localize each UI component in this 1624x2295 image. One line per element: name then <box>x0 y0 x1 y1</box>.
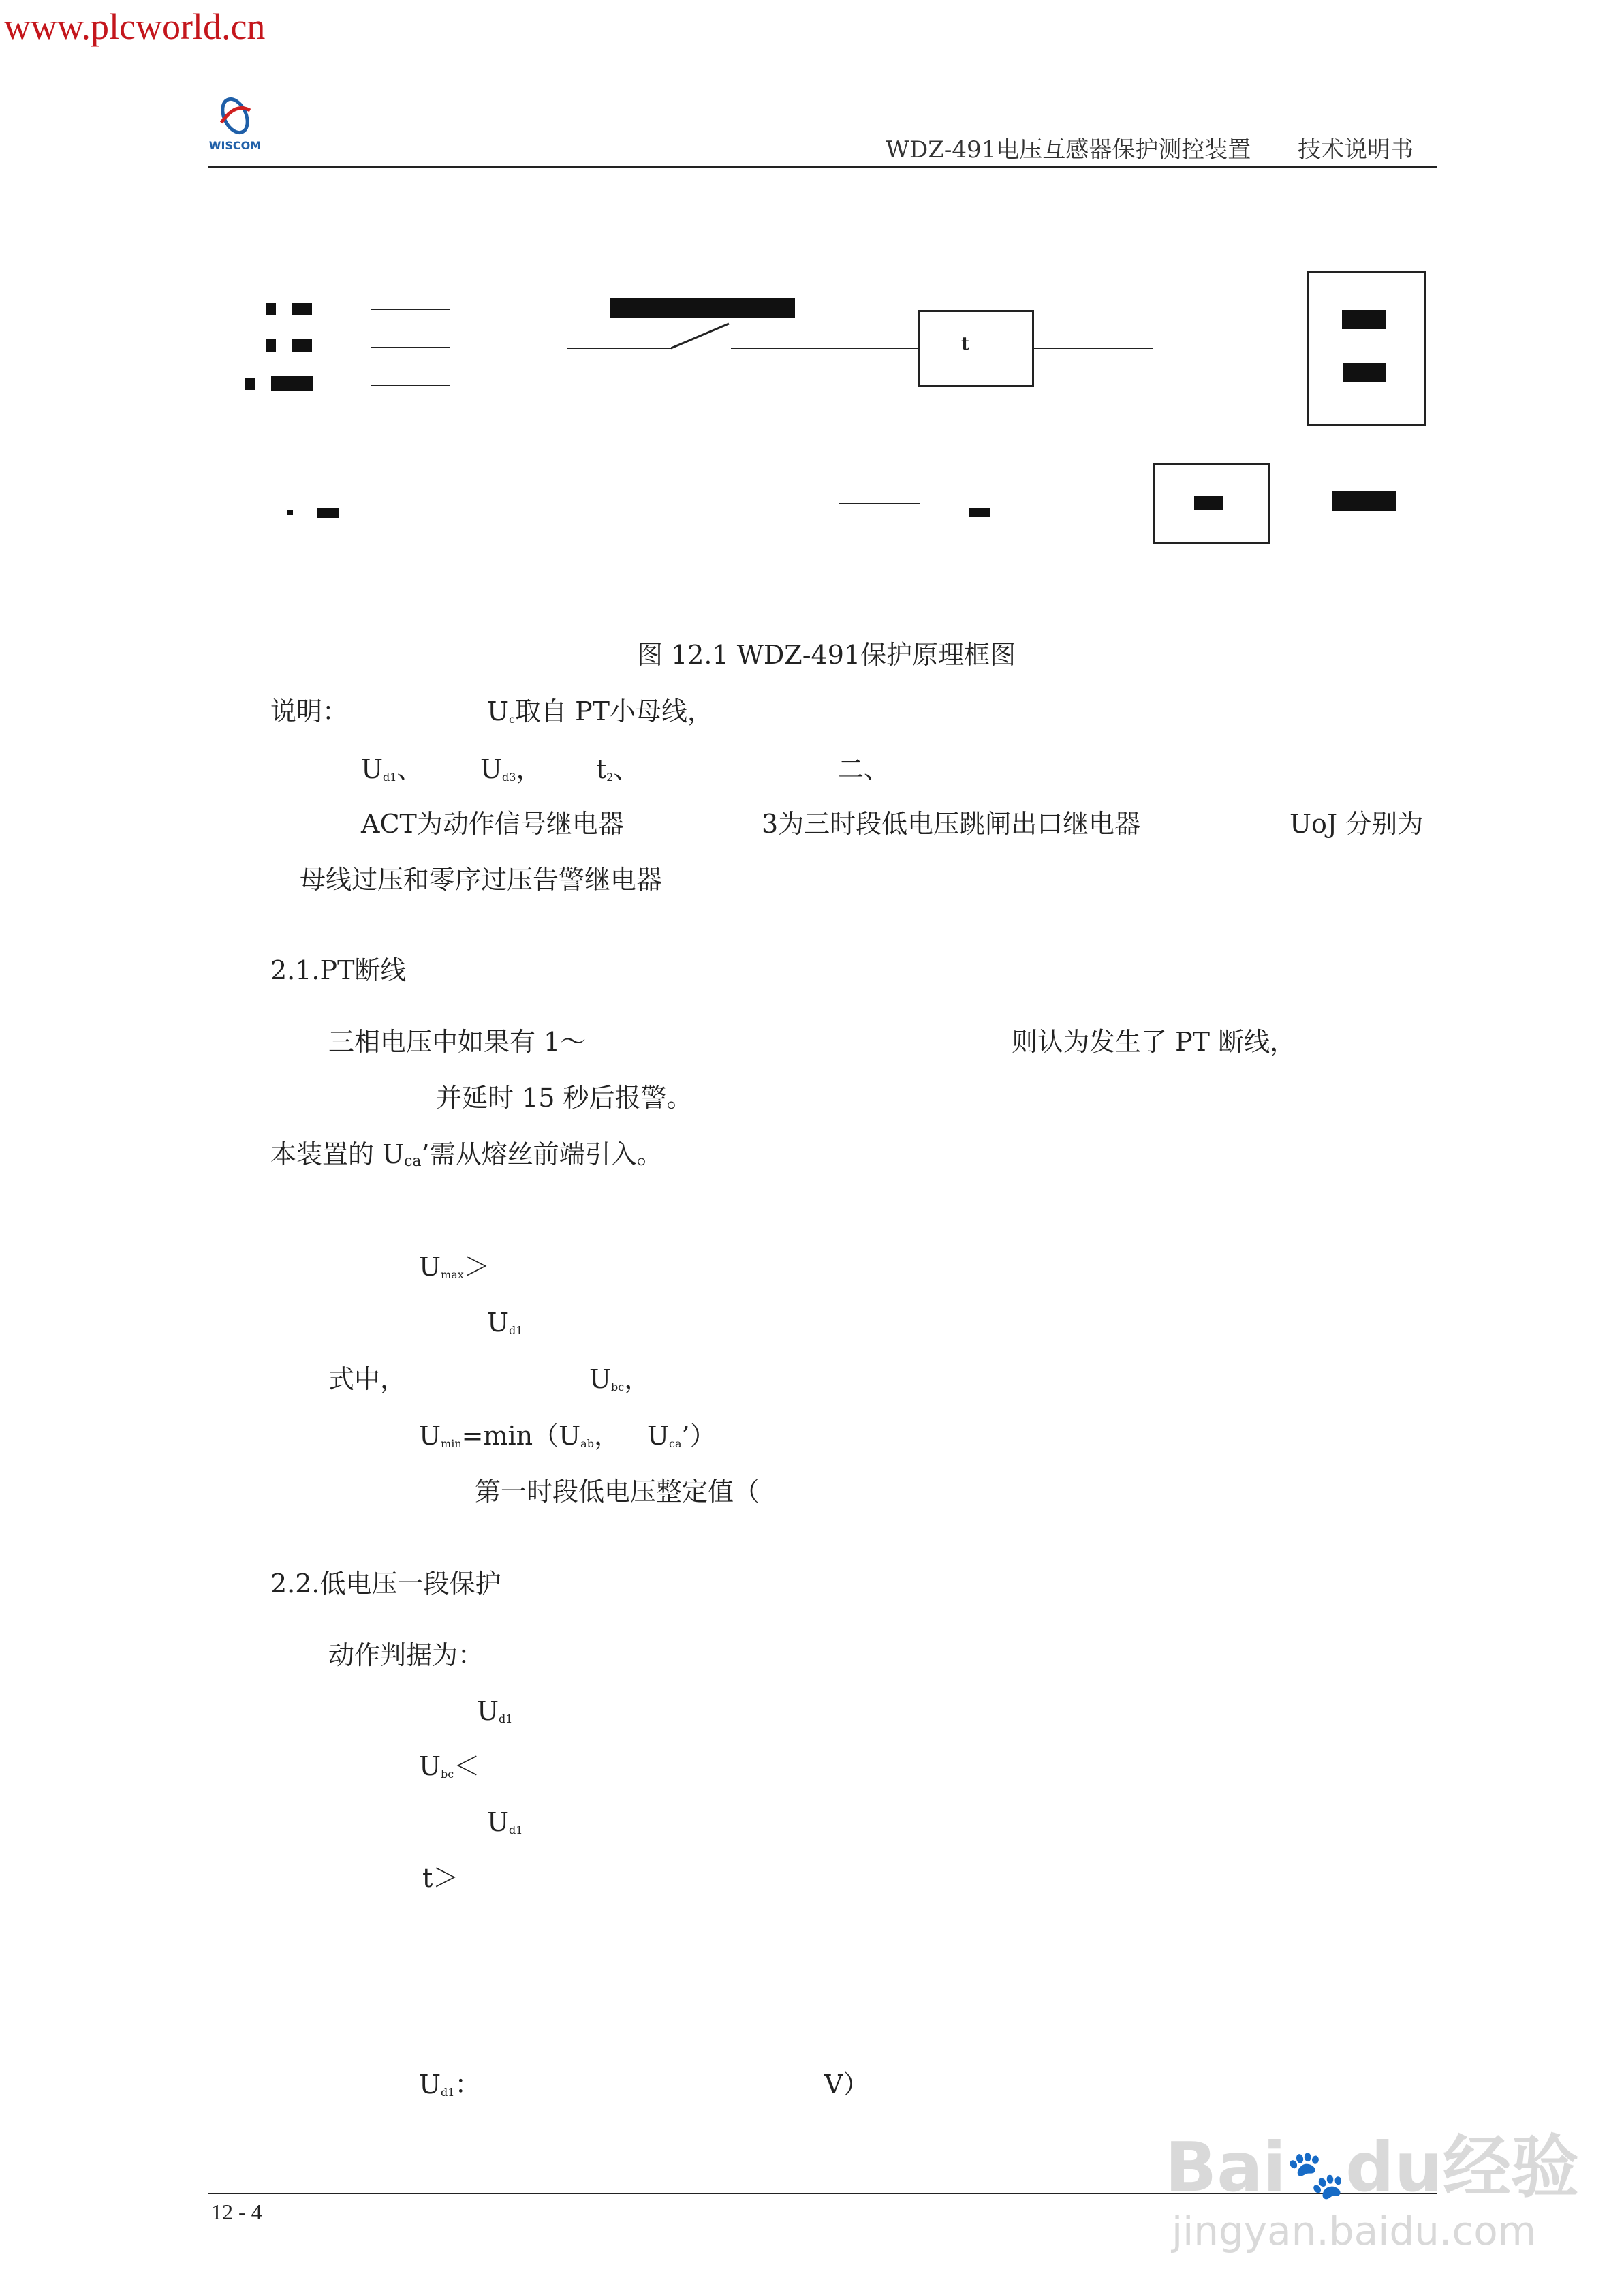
note-ud3: Ud3， <box>480 754 542 784</box>
diagram-label <box>969 508 990 517</box>
input-line <box>371 347 450 348</box>
sec22-criteria: 动作判据为： <box>328 1640 484 1670</box>
timer-box-label: t <box>961 334 970 354</box>
diagram-label <box>266 339 276 352</box>
alarm-box-label <box>1194 496 1223 510</box>
diagram-label <box>245 378 255 390</box>
signal-line <box>839 503 920 504</box>
contact-line <box>567 348 672 349</box>
baidu-url: jingyan.baidu.com <box>1172 2208 1537 2254</box>
diagram-label <box>292 303 312 315</box>
relay-label <box>1343 363 1386 382</box>
act-text-a: ACT为动作信号继电器 <box>361 809 624 839</box>
relay-contact-icon <box>671 320 732 351</box>
note-label: 说明： <box>270 696 349 726</box>
criteria-ud1-def: Ud1： <box>419 2069 481 2099</box>
act-text-b: 3为三时段低电压跳闸出口继电器 <box>762 809 1141 839</box>
criteria-ud1-b: Ud1 <box>487 1807 523 1837</box>
diagram-label <box>271 376 313 391</box>
note-t2: t2、 <box>596 754 640 784</box>
section-2-2-title: 2.2.低电压一段保护 <box>270 1569 501 1599</box>
contact-label <box>610 298 795 318</box>
timer-box <box>918 310 1034 387</box>
sec21-text-d: 本装置的 Uca’需从熔丝前端引入。 <box>270 1139 663 1170</box>
section-2-1-title: 2.1.PT断线 <box>270 955 407 985</box>
contact-line <box>731 348 918 349</box>
criteria-t: t＞ <box>422 1863 459 1893</box>
wiscom-logo <box>208 95 262 157</box>
diagram-label <box>1332 491 1396 511</box>
criteria-ud1: Ud1 <box>477 1696 513 1726</box>
figure-caption: 图 12.1 WDZ-491保护原理框图 <box>637 640 1016 670</box>
relay-label <box>1342 310 1386 329</box>
diagram-label <box>317 508 339 518</box>
formula-umax: Umax＞ <box>419 1252 490 1282</box>
criteria-v: V） <box>824 2069 869 2099</box>
baidu-watermark: Bai🐾du经验 <box>1165 2127 1579 2207</box>
sec21-text-b: 则认为发生了 PT 断线， <box>1012 1027 1296 1057</box>
output-line <box>1034 348 1153 349</box>
logo-text: WISCOM <box>208 139 262 152</box>
sec21-text-a: 三相电压中如果有 1～ <box>328 1027 587 1057</box>
sec21-text-c: 并延时 15 秒后报警。 <box>436 1083 693 1113</box>
note-uc: Uc取自 PT小母线， <box>487 696 713 726</box>
formula-label: 式中， <box>328 1364 407 1394</box>
diagram-label <box>266 303 276 315</box>
criteria-ubc: Ubc＜ <box>419 1751 480 1781</box>
paw-icon: 🐾 <box>1285 2146 1346 2202</box>
diagram-label <box>292 339 312 352</box>
watermark-url: www.plcworld.cn <box>4 6 266 47</box>
header-doc-type: 技术说明书 <box>1298 136 1414 164</box>
note-two: 二、 <box>838 754 890 784</box>
diagram-label <box>287 510 293 515</box>
relay-box <box>1307 271 1426 426</box>
header-rule <box>208 166 1437 168</box>
formula-umin: Umin=min（Uab， <box>419 1421 620 1451</box>
header-title: WDZ-491电压互感器保护测控装置 <box>886 136 1251 164</box>
note-ud1: Ud1、 <box>361 754 423 784</box>
formula-uca: Uca’） <box>647 1421 716 1451</box>
input-line <box>371 385 450 386</box>
page-number: 12 - 4 <box>211 2200 262 2224</box>
wiscom-logo-icon <box>208 95 262 136</box>
act-text-c: UoJ 分别为 <box>1290 809 1424 839</box>
input-line <box>371 309 450 310</box>
act-text-d: 母线过压和零序过压告警继电器 <box>300 865 663 895</box>
formula-ubc: Ubc， <box>589 1364 651 1394</box>
formula-setting: 第一时段低电压整定值（ <box>475 1477 760 1507</box>
formula-ud1: Ud1 <box>487 1308 523 1338</box>
